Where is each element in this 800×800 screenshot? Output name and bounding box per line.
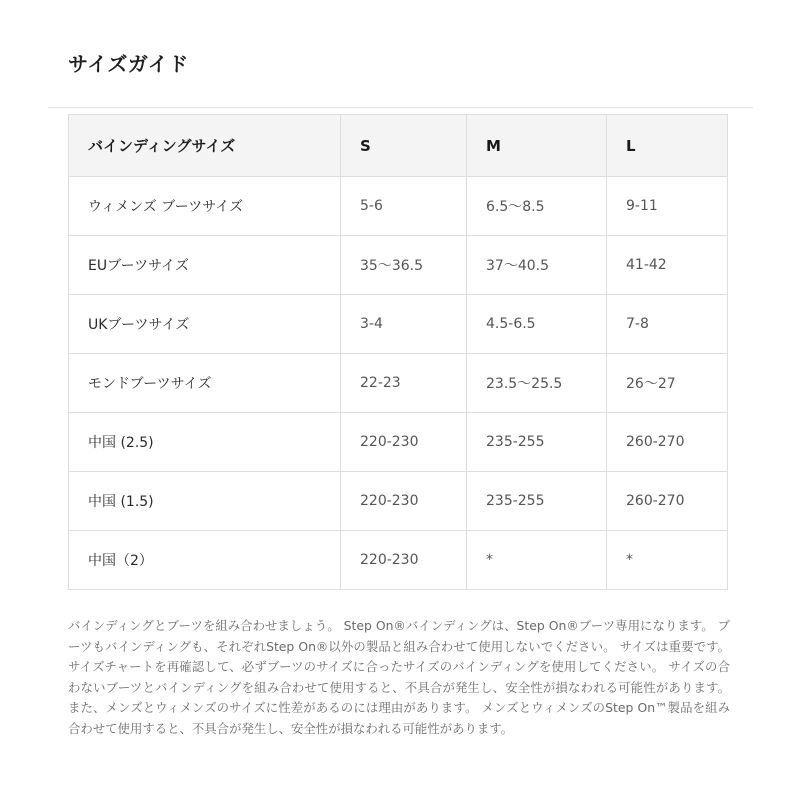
cell-size-m: 235-255	[467, 472, 607, 531]
cell-size-s: 35〜36.5	[341, 236, 467, 295]
row-label: UKブーツサイズ	[69, 295, 341, 354]
compatibility-note: バインディングとブーツを組み合わせましょう。 Step On®バインディングは、Step On®ブーツ専用になります。 ブーツもバインディングも、それぞれStep On®以外の製品と組み合わせて使用しないでください。 サイズは重要です。 サイズチャートを再確認して、必ずブーツのサイズに合ったサイズのバインディングを使用してください。 サイズの合わないブーツとバインディングを組み合わせて使用すると、不具合が発生し、安全性が損なわれる可能性があります。 また、メンズとウィメンズのサイズに性差があるのには理由があります。 メンズとウィメンズのStep On™製品を組み合わせて使用すると、不具合が発生し、安全性が損なわれる可能性があります。	[68, 618, 730, 736]
table-row	[69, 354, 728, 413]
cell-size-l: 260-270	[607, 472, 728, 531]
cell-size-m: 37〜40.5	[467, 236, 607, 295]
row-label: 中国 (1.5)	[69, 472, 341, 531]
cell-size-m: 4.5-6.5	[467, 295, 607, 354]
title-divider	[48, 107, 753, 108]
table-row	[69, 236, 728, 295]
header-size-m: M	[467, 115, 607, 177]
cell-size-s: 220-230	[341, 531, 467, 590]
size-table-body	[69, 177, 728, 590]
cell-size-s: 220-230	[341, 472, 467, 531]
table-row	[69, 413, 728, 472]
cell-size-m: 6.5〜8.5	[467, 177, 607, 236]
page-title: サイズガイド	[68, 52, 189, 76]
cell-size-l: 41-42	[607, 236, 728, 295]
cell-size-s: 5-6	[341, 177, 467, 236]
cell-size-s: 22-23	[341, 354, 467, 413]
row-label: モンドブーツサイズ	[69, 354, 341, 413]
cell-size-l: 7-8	[607, 295, 728, 354]
cell-size-m: *	[467, 531, 607, 590]
header-size-l: L	[607, 115, 728, 177]
size-table-header	[69, 115, 728, 177]
cell-size-m: 235-255	[467, 413, 607, 472]
cell-size-l: 26〜27	[607, 354, 728, 413]
cell-size-s: 3-4	[341, 295, 467, 354]
cell-size-s: 220-230	[341, 413, 467, 472]
size-guide-table	[68, 114, 728, 590]
header-binding-size: バインディングサイズ	[69, 115, 341, 177]
cell-size-m: 23.5〜25.5	[467, 354, 607, 413]
cell-size-l: 9-11	[607, 177, 728, 236]
table-row	[69, 472, 728, 531]
row-label: 中国（2）	[69, 531, 341, 590]
table-row	[69, 177, 728, 236]
row-label: EUブーツサイズ	[69, 236, 341, 295]
header-size-s: S	[341, 115, 467, 177]
cell-size-l: 260-270	[607, 413, 728, 472]
cell-size-l: *	[607, 531, 728, 590]
row-label: ウィメンズ ブーツサイズ	[69, 177, 341, 236]
table-row	[69, 531, 728, 590]
header-row	[69, 115, 728, 177]
table-row	[69, 295, 728, 354]
row-label: 中国 (2.5)	[69, 413, 341, 472]
